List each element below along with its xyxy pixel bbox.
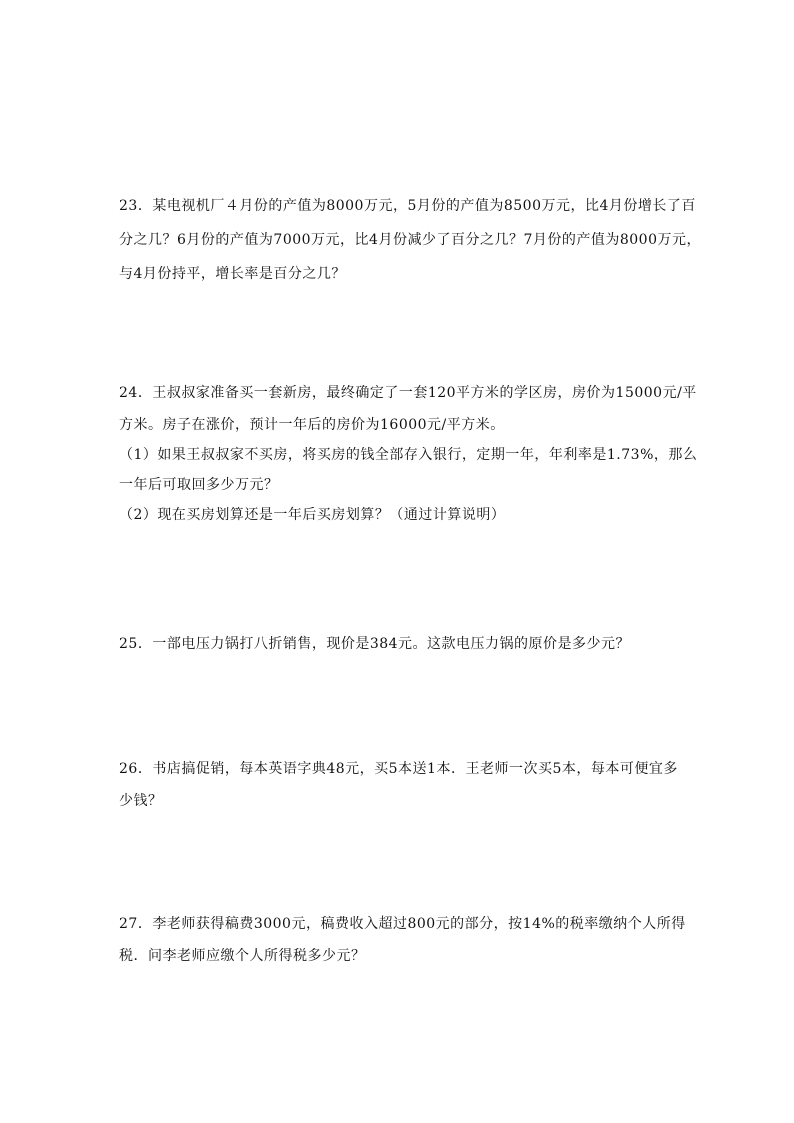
question-line: 26．书店搞促销，每本英语字典48元，买5本送1本．王老师一次买5本，每本可便宜多	[119, 761, 678, 777]
question-line: 方米。房子在涨价，预计一年后的房价为16000元/平方米。	[119, 417, 505, 433]
question-line: 27．李老师获得稿费3000元，稿费收入超过800元的部分，按14%的税率缴纳个人所得	[119, 916, 686, 932]
question-line: 与4月份持平，增长率是百分之几？	[119, 266, 346, 282]
question-line: （1）如果王叔叔家不买房，将买房的钱全部存入银行，定期一年，年利率是1.73%，那么	[119, 447, 698, 463]
question-line: 少钱？	[119, 793, 163, 809]
question-line: 分之几？6月份的产值为7000万元，比4月份减少了百分之几？7月份的产值为8000万元，	[119, 232, 701, 248]
question-line: 23．某电视机厂４月份的产值为8000万元，5月份的产值为8500万元，比4月份增长了百	[119, 198, 696, 214]
question-line: 一年后可取回多少万元？	[119, 477, 279, 493]
question-line: 税．问李老师应缴个人所得税多少元？	[119, 948, 366, 964]
question-line: （2）现在买房划算还是一年后买房划算？（通过计算说明）	[119, 507, 506, 523]
question-line: 24．王叔叔家准备买一套新房，最终确定了一套120平方米的学区房，房价为15000元/平	[119, 385, 697, 401]
question-line: 25．一部电压力锅打八折销售，现价是384元。这款电压力锅的原价是多少元？	[119, 636, 631, 652]
